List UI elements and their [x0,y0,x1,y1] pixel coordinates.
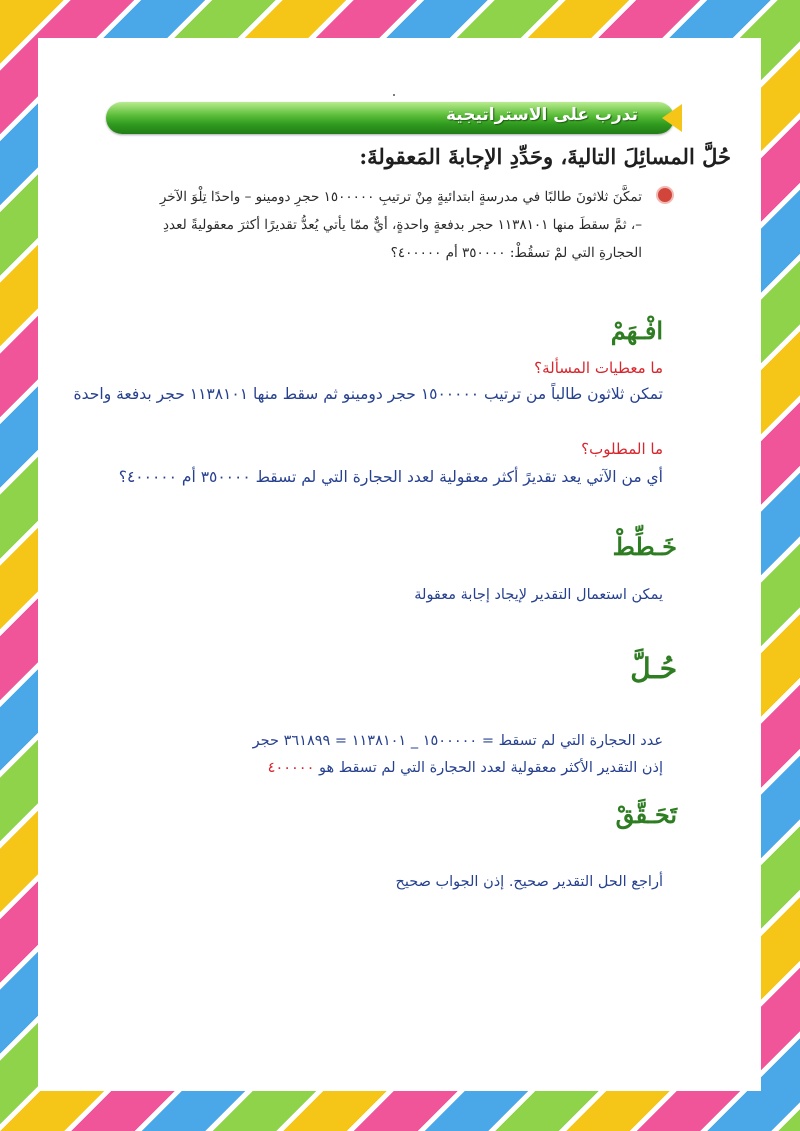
strategy-banner [106,102,674,134]
problem-heading: حُلَّ المسائِلَ التاليةَ، وحَدِّدِ الإجابةَ المَعقولةَ: [359,144,731,169]
understand-title: افْـهَمْ [610,316,663,345]
required-answer: أي من الآتي يعد تقديرً أكثر معقولية لعدد الحجارة التي لم تسقط ٣٥٠٠٠٠ أم ٤٠٠٠٠٠؟ [118,468,663,486]
banner-title: تدرب على الاستراتيجية [445,105,638,125]
check-text: أراجع الحل التقدير صحيح. إذن الجواب صحيح [395,874,663,890]
solve-line-2 [268,754,663,782]
solve-line-2-text: إذن التقدير الأكثر معقولية لعدد الحجارة التي لم تسقط هو [319,760,663,776]
solve-answer: ٤٠٠٠٠٠ [267,760,315,776]
plan-title: خَـطِّطْ [612,532,677,561]
given-question: ما معطيات المسألة؟ [534,359,663,377]
worksheet-page [38,38,761,1091]
plan-text: يمكن استعمال التقدير لإيجاد إجابة معقولة [414,587,663,603]
given-answer: تمكن ثلاثون طالباً من ترتيب ١٥٠٠٠٠٠ حجر دومينو ثم سقط منها ١١٣٨١٠١ حجر بدفعة واحدة [73,385,663,403]
solve-title: حُـلَّ [630,652,677,685]
check-title: تَحَـقَّقْ [615,800,677,829]
solve-line-1: عدد الحجارة التي لم تسقط = ١٥٠٠٠٠٠ _ ١١٣٨١٠١ = ٣٦١٨٩٩ حجر [252,733,663,749]
problem-number-icon [656,186,674,204]
problem-text: تمكَّنَ ثلاثونَ طالبًا في مدرسةٍ ابتدائيةٍ مِنْ ترتيبِ ١٥٠٠٠٠٠ حجرِ دومينو – واحدًا تِلْوَ الآخرِ –، ثمَّ سقطَ منها ١١٣٨١٠١ حجر بدفعةٍ واحدةٍ، أيٌّ ممّا يأتي يُعدُّ تقديرًا أكثرَ معقوليةً لعددِ الحجارةِ التي لمْ تسقُطْ: ٣٥٠٠٠٠ أم ٤٠٠٠٠٠؟ [159,189,642,261]
dot-mark [393,94,395,96]
required-question: ما المطلوب؟ [581,440,663,458]
banner-arrow-icon [662,104,682,132]
